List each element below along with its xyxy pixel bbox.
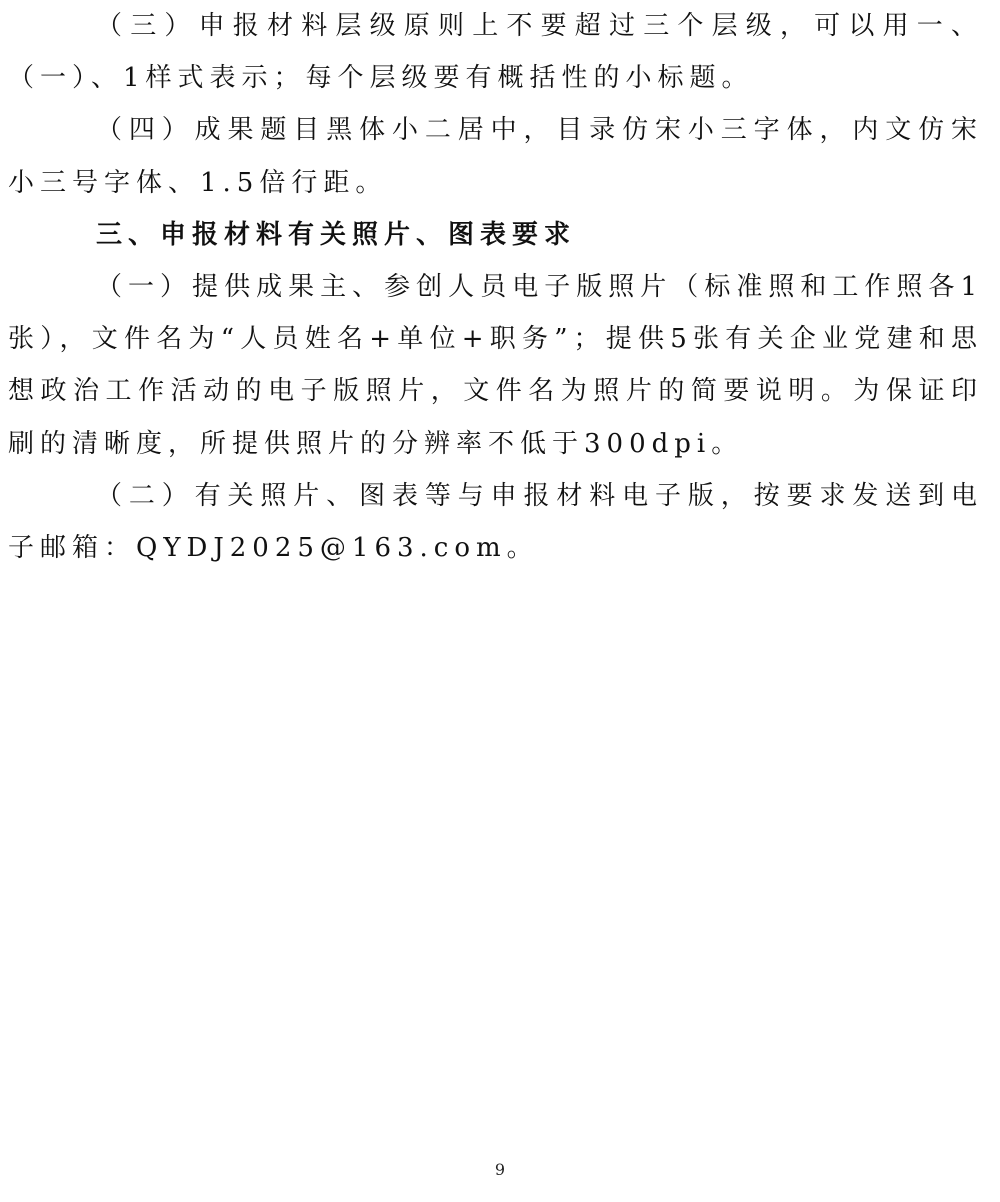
document-body	[8, 0, 983, 574]
paragraph-photo-requirements: （一）提供成果主、参创人员电子版照片（标准照和工作照各1张），文件名为“人员姓名+单位+职务”；提供5张有关企业党建和思想政治工作活动的电子版照片，文件名为照片的简要说明。为保证印刷的清晰度，所提供照片的分辨率不低于300dpi。	[8, 272, 983, 459]
paragraph-layer-principle: （三）申报材料层级原则上不要超过三个层级，可以用一、（一）、1样式表示；每个层级要有概括性的小标题。	[8, 11, 983, 94]
section-heading-photos-charts: 三、申报材料有关照片、图表要求	[96, 219, 577, 250]
paragraph-format-requirements: （四）成果题目黑体小二居中，目录仿宋小三字体，内文仿宋小三号字体、1.5倍行距。	[8, 115, 983, 198]
paragraph-email-submission: （二）有关照片、图表等与申报材料电子版，按要求发送到电子邮箱：QYDJ2025@163.com。	[8, 480, 983, 564]
page-number: 9	[494, 1160, 506, 1179]
